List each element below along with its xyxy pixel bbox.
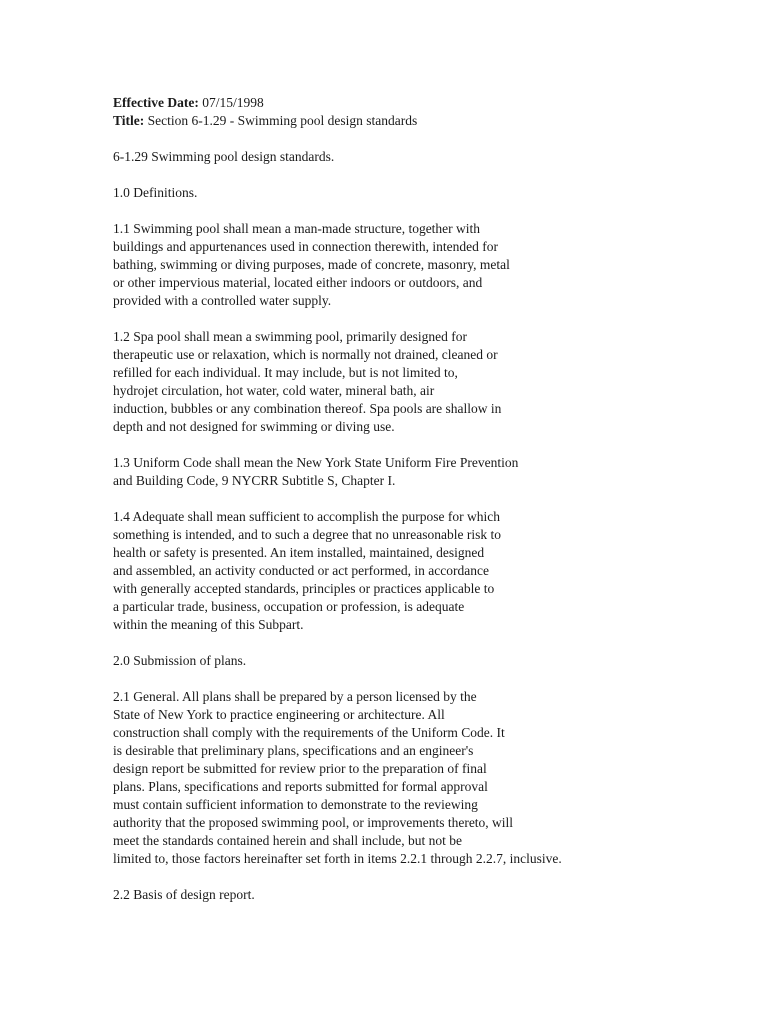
title-line xyxy=(113,112,733,130)
text-line: design report be submitted for review prior to the preparation of final xyxy=(113,761,487,776)
paragraph xyxy=(113,688,733,868)
text-line: limited to, those factors hereinafter set forth in items 2.2.1 through 2.2.7, inclusive. xyxy=(113,851,562,866)
text-line: construction shall comply with the requirements of the Uniform Code. It xyxy=(113,725,505,740)
text-line: hydrojet circulation, hot water, cold water, mineral bath, air xyxy=(113,383,435,398)
text-line: something is intended, and to such a degree that no unreasonable risk to xyxy=(113,527,502,542)
text-line: with generally accepted standards, principles or practices applicable to xyxy=(113,581,495,596)
text-line: is desirable that preliminary plans, specifications and an engineer's xyxy=(113,743,474,758)
text-line: must contain sufficient information to demonstrate to the reviewing xyxy=(113,797,478,812)
text-line: therapeutic use or relaxation, which is normally not drained, cleaned or xyxy=(113,347,498,362)
effective-date-label: Effective Date: xyxy=(113,95,199,110)
text-line: and Building Code, 9 NYCRR Subtitle S, Chapter I. xyxy=(113,473,396,488)
document-body xyxy=(113,148,733,904)
text-line: provided with a controlled water supply. xyxy=(113,293,332,308)
paragraph xyxy=(113,184,733,202)
effective-date-line xyxy=(113,94,733,112)
paragraph xyxy=(113,328,733,436)
text-line: depth and not designed for swimming or diving use. xyxy=(113,419,395,434)
text-line: 1.1 Swimming pool shall mean a man-made structure, together with xyxy=(113,221,481,236)
effective-date-value: 07/15/1998 xyxy=(198,95,264,110)
text-line: State of New York to practice engineering or architecture. All xyxy=(113,707,445,722)
text-line: plans. Plans, specifications and reports submitted for formal approval xyxy=(113,779,488,794)
text-line: 1.4 Adequate shall mean sufficient to accomplish the purpose for which xyxy=(113,509,501,524)
text-line: 2.1 General. All plans shall be prepared by a person licensed by the xyxy=(113,689,477,704)
document-header xyxy=(113,94,733,130)
document-page xyxy=(113,94,733,922)
paragraph xyxy=(113,454,733,490)
text-line: induction, bubbles or any combination thereof. Spa pools are shallow in xyxy=(113,401,502,416)
text-line: refilled for each individual. It may include, but is not limited to, xyxy=(113,365,458,380)
title-label: Title: xyxy=(113,113,145,128)
paragraph xyxy=(113,652,733,670)
text-line: 2.2 Basis of design report. xyxy=(113,887,255,902)
text-line: and assembled, an activity conducted or act performed, in accordance xyxy=(113,563,489,578)
text-line: health or safety is presented. An item installed, maintained, designed xyxy=(113,545,485,560)
text-line: 1.2 Spa pool shall mean a swimming pool, primarily designed for xyxy=(113,329,467,344)
paragraph xyxy=(113,886,733,904)
title-value: Section 6-1.29 - Swimming pool design standards xyxy=(144,113,418,128)
text-line: buildings and appurtenances used in connection therewith, intended for xyxy=(113,239,499,254)
text-line: bathing, swimming or diving purposes, made of concrete, masonry, metal xyxy=(113,257,510,272)
text-line: 2.0 Submission of plans. xyxy=(113,653,247,668)
text-line: or other impervious material, located either indoors or outdoors, and xyxy=(113,275,483,290)
text-line: a particular trade, business, occupation or profession, is adequate xyxy=(113,599,465,614)
text-line: within the meaning of this Subpart. xyxy=(113,617,304,632)
text-line: 1.3 Uniform Code shall mean the New York State Uniform Fire Prevention xyxy=(113,455,519,470)
text-line: 6-1.29 Swimming pool design standards. xyxy=(113,149,335,164)
text-line: authority that the proposed swimming pool, or improvements thereto, will xyxy=(113,815,514,830)
paragraph xyxy=(113,220,733,310)
paragraph xyxy=(113,148,733,166)
paragraph xyxy=(113,508,733,634)
text-line: 1.0 Definitions. xyxy=(113,185,198,200)
text-line: meet the standards contained herein and shall include, but not be xyxy=(113,833,463,848)
